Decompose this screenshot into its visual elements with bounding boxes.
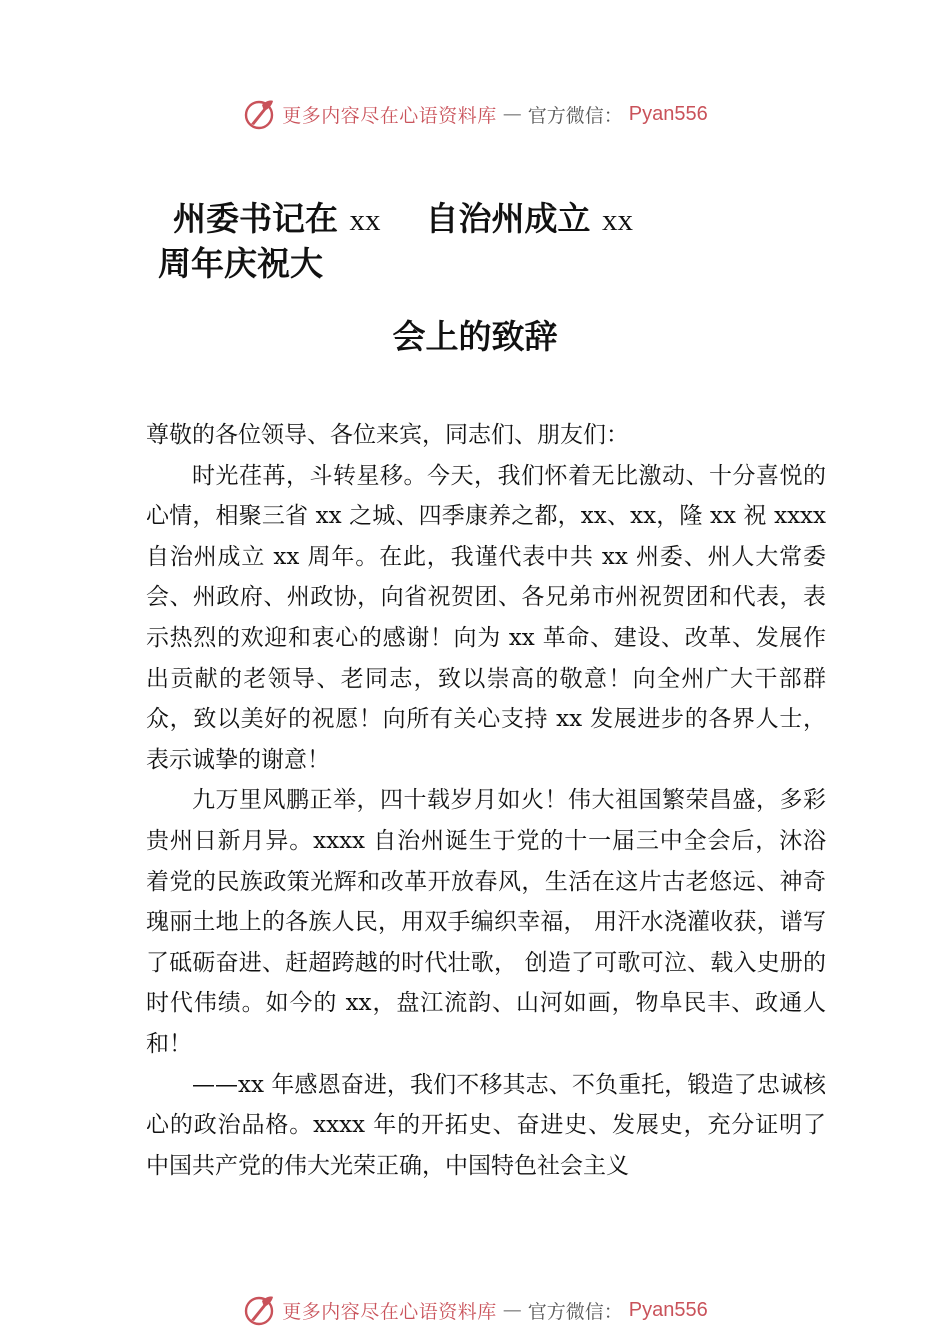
banner-wechat-label: 官方微信： xyxy=(527,1300,623,1323)
banner-brand-text: 更多内容尽在心语资料库 xyxy=(282,1300,497,1323)
paragraph-3: ——xx 年感恩奋进，我们不移其志、不负重托，锻造了忠诚核心的政治品格。xxxx 年的开拓史、奋进史、发展史，充分证明了中国共产党的伟大光荣正确，中国特色社会主义 xyxy=(146,1071,826,1179)
banner-dash: — xyxy=(502,103,522,125)
document-body xyxy=(146,415,826,1186)
paragraph-2: 九万里风鹏正举，四十载岁月如火！伟大祖国繁荣昌盛，多彩贵州日新月异。xxxx 自治州诞生于党的十一届三中全会后，沐浴着党的民族政策光辉和改革开放春风，生活在这片古老悠远、神奇瑰丽土地上的各族人民，用双手编织幸福， 用汗水浇灌收获，谱写了砥砺奋进、赶超跨越的时代壮歌， 创造了可歌可泣、载入史册的时代伟绩。如今的 xx，盘江流韵、山河如画，物阜民丰、政通人和！ xyxy=(146,787,826,1057)
document-title-line-3: 会上的致辞 xyxy=(392,317,558,356)
title-part-c: 自治州成立 xyxy=(425,199,591,238)
document-title-line-1 xyxy=(173,199,633,238)
salutation: 尊敬的各位领导、各位来宾，同志们、朋友们： xyxy=(146,422,629,448)
banner-dash: — xyxy=(502,1299,522,1321)
paragraph-1: 时光荏苒，斗转星移。今天，我们怀着无比激动、十分喜悦的心情，相聚三省 xx 之城、四季康养之都，xx、xx，隆 xx 祝 xxxx 自治州成立 xx 周年。在此，我谨代表中共 xx 州委、州人大常委会、州政府、州政协，向省祝贺团、各兄弟市州祝贺团和代表，表示热烈的欢迎和衷心的感谢！向为 xx 革命、建设、改革、发展作出贡献的老领导、老同志，致以崇高的敬意！向全州广大干部群众，致以美好的祝愿！向所有关心支持 xx 发展进步的各界人士，表示诚挚的谢意！ xyxy=(146,462,826,773)
banner-wechat-id: Pyan556 xyxy=(628,102,708,125)
document-title-line-2: 周年庆祝大 xyxy=(158,244,323,283)
title-part-b: xx xyxy=(349,202,381,237)
banner-brand-text: 更多内容尽在心语资料库 xyxy=(282,104,497,127)
header-banner xyxy=(0,94,950,134)
quill-logo-icon xyxy=(242,1293,276,1327)
title-part-a: 州委书记在 xyxy=(173,199,338,238)
title-part-d: xx xyxy=(602,202,633,237)
banner-wechat-id: Pyan556 xyxy=(628,1298,708,1321)
footer-banner xyxy=(0,1290,950,1330)
banner-wechat-label: 官方微信： xyxy=(527,104,623,127)
quill-logo-icon xyxy=(242,97,276,131)
